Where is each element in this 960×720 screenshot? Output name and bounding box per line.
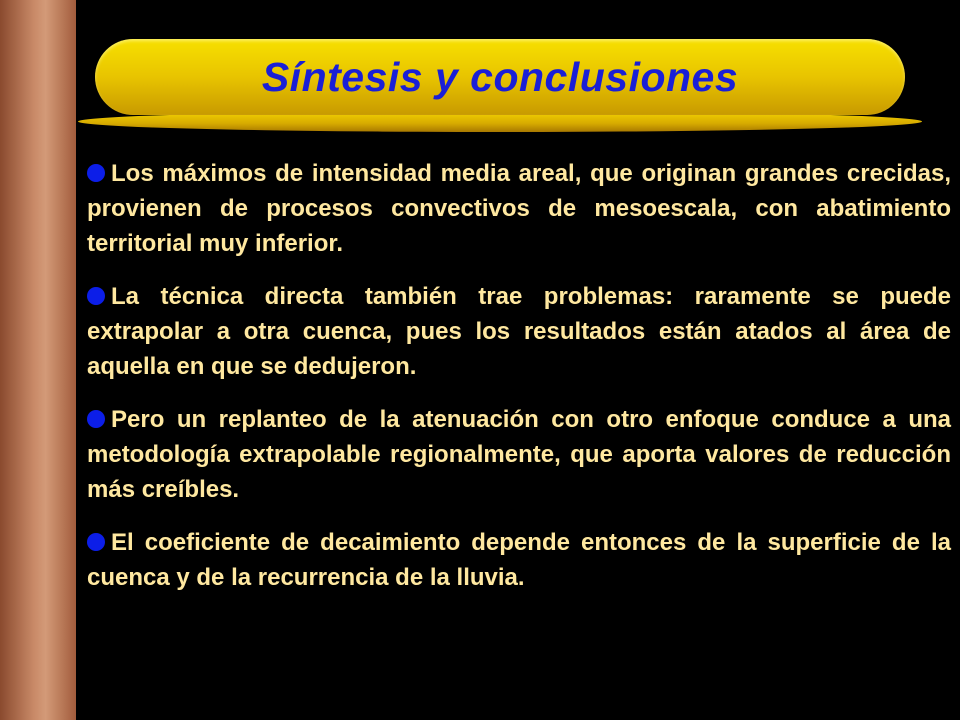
slide-title: Síntesis y conclusiones [261,53,739,100]
bullet-item [87,402,951,507]
bullet-item [87,525,951,595]
bullet-text: Los máximos de intensidad media areal, que originan grandes crecidas, provienen de procesos convectivos de mesoescala, con abatimiento territorial muy inferior. [87,160,951,257]
bullet-item [87,156,951,261]
bullet-list [87,156,951,613]
bullet-text: La técnica directa también trae problemas: raramente se puede extrapolar a otra cuenca, pues los resultados están atados al área de aquella en que se dedujeron. [87,283,951,380]
bullet-dot-icon [87,533,105,551]
bullet-dot-icon [87,164,105,182]
bullet-text: Pero un replanteo de la atenuación con otro enfoque conduce a una metodología extrapolable regionalmente, que aporta valores de reducción más creíbles. [87,406,951,503]
title-banner [95,39,905,115]
decorative-side-band [0,0,76,720]
bullet-dot-icon [87,287,105,305]
bullet-text: El coeficiente de decaimiento depende entonces de la superficie de la cuenca y de la recurrencia de la lluvia. [87,529,951,591]
bullet-dot-icon [87,410,105,428]
bullet-item [87,279,951,384]
